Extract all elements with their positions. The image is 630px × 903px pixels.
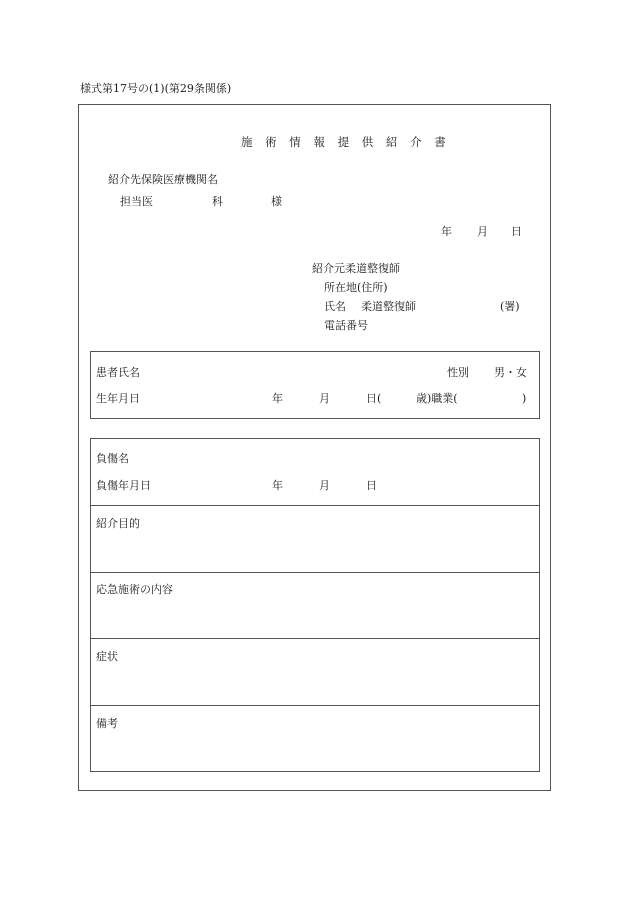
signature-mark: (署) [500,300,520,313]
date-month-label: 月 [477,225,488,238]
honorific-label: 様 [271,195,282,208]
sex-label: 性別 [447,366,469,379]
emergency-treatment-label: 応急施術の内容 [96,583,173,596]
recipient-institution-label: 紹介先保険医療機関名 [108,173,218,186]
age-occupation-label: 歳)職業( [416,392,458,405]
date-year-label: 年 [441,225,452,238]
injury-day-label: 日 [366,479,377,492]
occupation-close-paren: ) [522,392,527,405]
injury-details-box [90,438,540,772]
section-divider [91,572,539,573]
sender-heading: 紹介元柔道整復師 [312,262,400,275]
attending-doctor-label: 担当医 [120,195,153,208]
patient-info-box [90,351,540,419]
injury-month-label: 月 [319,479,330,492]
birth-date-label: 生年月日 [96,392,140,405]
section-divider [91,505,539,506]
birth-year-label: 年 [272,392,283,405]
referral-purpose-label: 紹介目的 [96,517,140,530]
injury-date-label: 負傷年月日 [96,479,151,492]
form-number-label: 様式第17号の(1)(第29条関係) [80,82,232,95]
section-divider [91,705,539,706]
department-label: 科 [212,195,223,208]
sex-options: 男・女 [494,366,527,379]
patient-name-label: 患者氏名 [96,366,140,379]
sender-address-label: 所在地(住所) [324,281,388,294]
injury-year-label: 年 [272,479,283,492]
sender-name-title: 柔道整復師 [361,300,416,313]
section-divider [91,638,539,639]
injury-name-label: 負傷名 [96,452,129,465]
sender-phone-label: 電話番号 [324,319,368,332]
date-day-label: 日 [511,225,522,238]
remarks-label: 備考 [96,717,118,730]
sender-name-label: 氏名 [324,300,346,313]
birth-day-label: 日( [366,392,382,405]
birth-month-label: 月 [319,392,330,405]
symptoms-label: 症状 [96,650,118,663]
document-title: 施 術 情 報 提 供 紹 介 書 [241,135,451,149]
